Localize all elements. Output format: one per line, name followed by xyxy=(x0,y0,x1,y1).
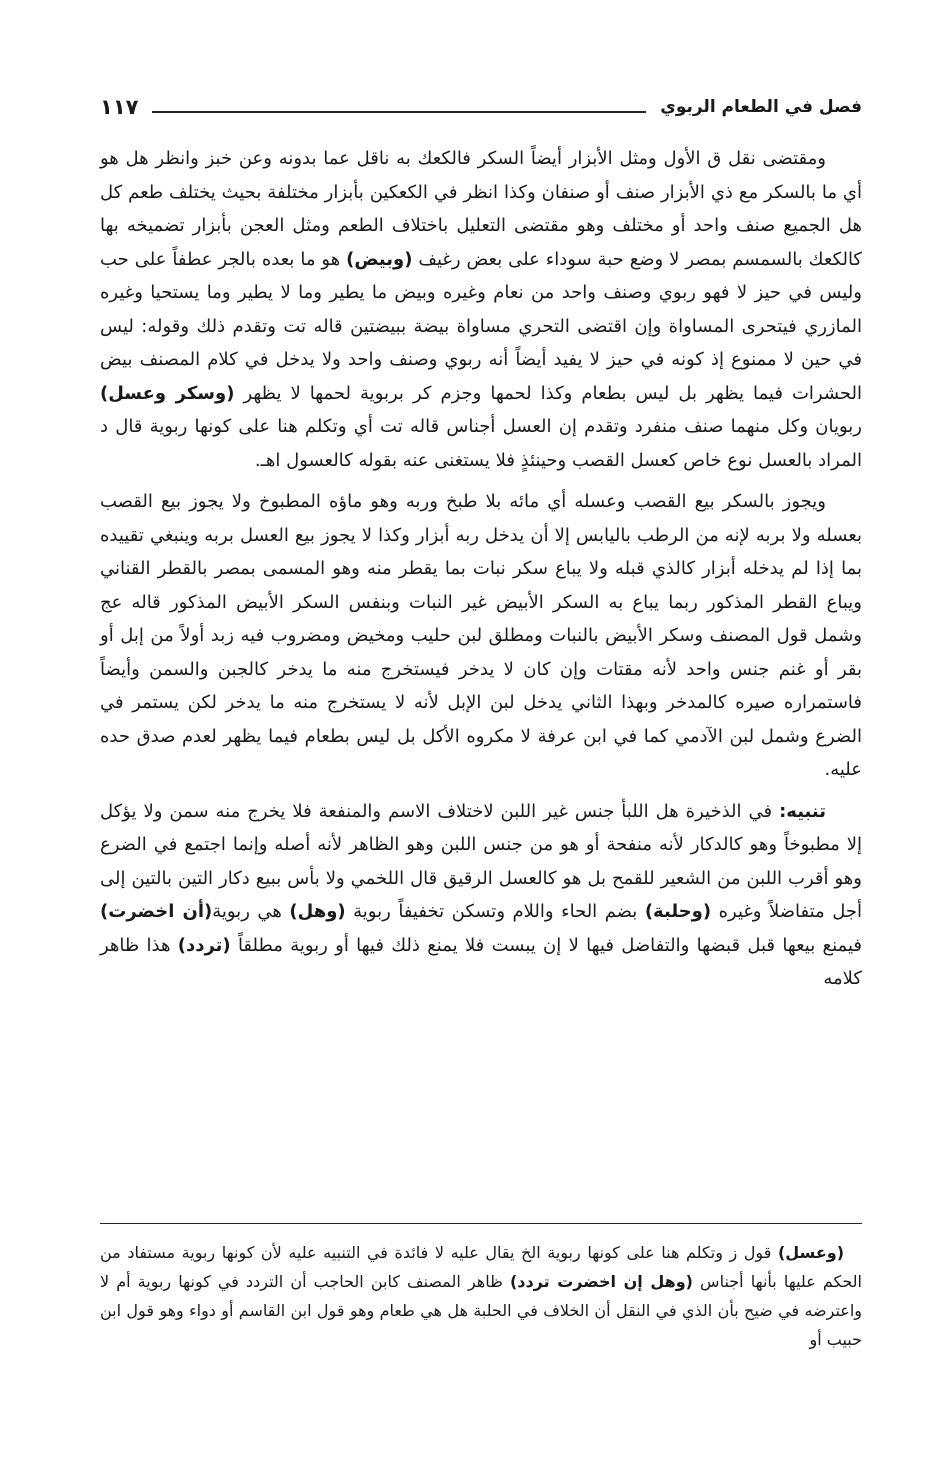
paragraph xyxy=(100,485,862,787)
text-segment: ظاهر المصنف كابن الحاجب أن التردد في كونها ربوية أم لا واعترضه في ضيح بأن الذي في النقل أن الخلاف في الحلبة هل هي طعام وهو قول ابن القاسم أو دواء وهو قول ابن حبيب أو xyxy=(100,1272,862,1349)
bold-term: (وحلبة) xyxy=(644,901,712,922)
bold-term: (تردد) xyxy=(177,934,231,956)
running-header xyxy=(100,90,862,124)
bold-term: (وهل إن اخضرت تردد) xyxy=(509,1272,693,1291)
bold-term: (وعسل) xyxy=(777,1243,844,1262)
bold-term: (وبيض) xyxy=(346,248,413,270)
text-segment: في الذخيرة هل اللبأ جنس غير اللبن لاختلاف الاسم والمنفعة فلا يخرج منه سمن ولا يؤكل إلا مطبوخاً وهو كالدكار لأنه منفحة أو هو من جنس اللبن وهو الظاهر لأنه أصله وإنما اجتمع في الضرع وهو أقرب اللبن من الشعير للقمح بل هو كالعسل الرقيق قال اللخمي ولا بأس ببيع دكار التين بالتين إلى أجل متفاضلاً وغيره xyxy=(100,800,862,922)
text-segment: هذا ظاهر كلامه xyxy=(100,934,862,989)
text-segment: فيمنع بيعها قبل قبضها والتفاضل فيها لا إن يبست فلا يمنع ذلك فيها أو ربوية مطلقاً xyxy=(230,934,862,956)
footnote xyxy=(100,1238,862,1354)
footnote-divider xyxy=(100,1223,862,1224)
chapter-title: فصل في الطعام الربوي xyxy=(660,97,862,117)
text-segment: هي ربوية xyxy=(212,901,290,922)
bold-term: (وهل) xyxy=(289,901,346,922)
page-number: ١١٧ xyxy=(100,95,139,119)
book-page xyxy=(100,78,862,1408)
notice-label: تنبيه: xyxy=(779,800,826,822)
bold-term: (وسكر وعسل) xyxy=(100,382,235,404)
paragraph xyxy=(100,142,862,477)
text-segment: ومقتضى نقل ق الأول ومثل الأبزار أيضاً السكر فالكعك به ناقل عما بدونه وعن خبز وانظر هل هو أي ما بالسكر مع ذي الأبزار صنف أو صنفان وكذا انظر في الكعكين بأبزار مختلفة بحيث يختلف طعم كل هل الجميع صنف واحد أو مختلف وهو مقتضى التعليل باختلاف الطعم ومثل العجن بأبزار تضميخه بها كالكعك بالسمسم بمصر لا وضع حبة سوداء على بعض رغيف xyxy=(100,148,863,270)
bold-term: (أن اخضرت) xyxy=(100,901,213,922)
text-segment: هو ما بعده بالجر عطفاً على حب وليس في حيز لا فهو ربوي وصنف واحد من نعام وغيره وبيض ما يطير وما لا يطير وما يستحيا وغيره المازري فيتحرى المساواة وإن اقتضى التحري مساواة بيضة ببيضتين قاله تت وتقدم ذلك وقوله: ليس في حين لا ممنوع إذ كونه في حيز لا يفيد أيضاً أنه ربوي وصنف واحد ولا يدخل في كلام المصنف بيض الحشرات فيما يظهر بل ليس بطعام وكذا لحمها وجزم كر بربوية لحمها لا يظهر xyxy=(100,248,862,404)
text-segment: ربويان وكل منهما صنف منفرد وتقدم إن العسل أجناس قاله تت أي وتكلم هنا على كونها ربوية قال د المراد بالعسل نوع خاص كعسل القصب وحينئذٍ فلا يستغنى عنه بقوله كالعسول اهـ. xyxy=(100,416,862,471)
text-segment: ويجوز بالسكر بيع القصب وعسله أي مائه بلا طبخ وربه وهو ماؤه المطبوخ ولا يجوز بيع القصب بعسله ولا بربه لإنه من الرطب باليابس إلا أن يدخل ربه أبزار وكذا لا يجوز بيع العسل بربه وينبغي تقييده بما إذا لم يدخله أبزار كالذي قبله ولا يباع سكر نبات بما يقطر منه وهو المسمى بمصر بالقطر القناني ويباع القطر المذكور ربما يباع به السكر الأبيض غير النبات وبنفس السكر الأبيض المذكور قاله عج وشمل قول المصنف وسكر الأبيض بالنبات ومطلق لبن حليب ومخيض ومضروب فيه زبد أولاً من إبل أو بقر أو غنم جنس واحد لأنه مقتات وإن كان لا يدخر فيستخرج منه ما يدخر كالجبن والسمن وأيضاً فاستمراره صيره كالمدخر وبهذا الثاني يدخل لبن الإبل لأنه لا يستخرج منه ما يدخر لكن يستمر في الضرع وشمل لبن الآدمي كما في ابن عرفة لا مكروه الأكل بل ليس بطعام فيما يظهر لعدم صدق حده عليه. xyxy=(100,491,862,780)
notice-paragraph xyxy=(100,795,862,996)
header-rule xyxy=(152,111,646,113)
text-segment: قول ز وتكلم هنا على كونها ربوية الخ يقال عليه لا فائدة في التنبيه عليه لأن كونها ربوية مستفاد من الحكم عليها بأنها أجناس xyxy=(100,1243,862,1291)
text-segment: بضم الحاء واللام وتسكن تخفيفاً ربوية xyxy=(345,901,645,922)
footnotes xyxy=(100,1238,862,1354)
main-text xyxy=(100,142,862,1004)
